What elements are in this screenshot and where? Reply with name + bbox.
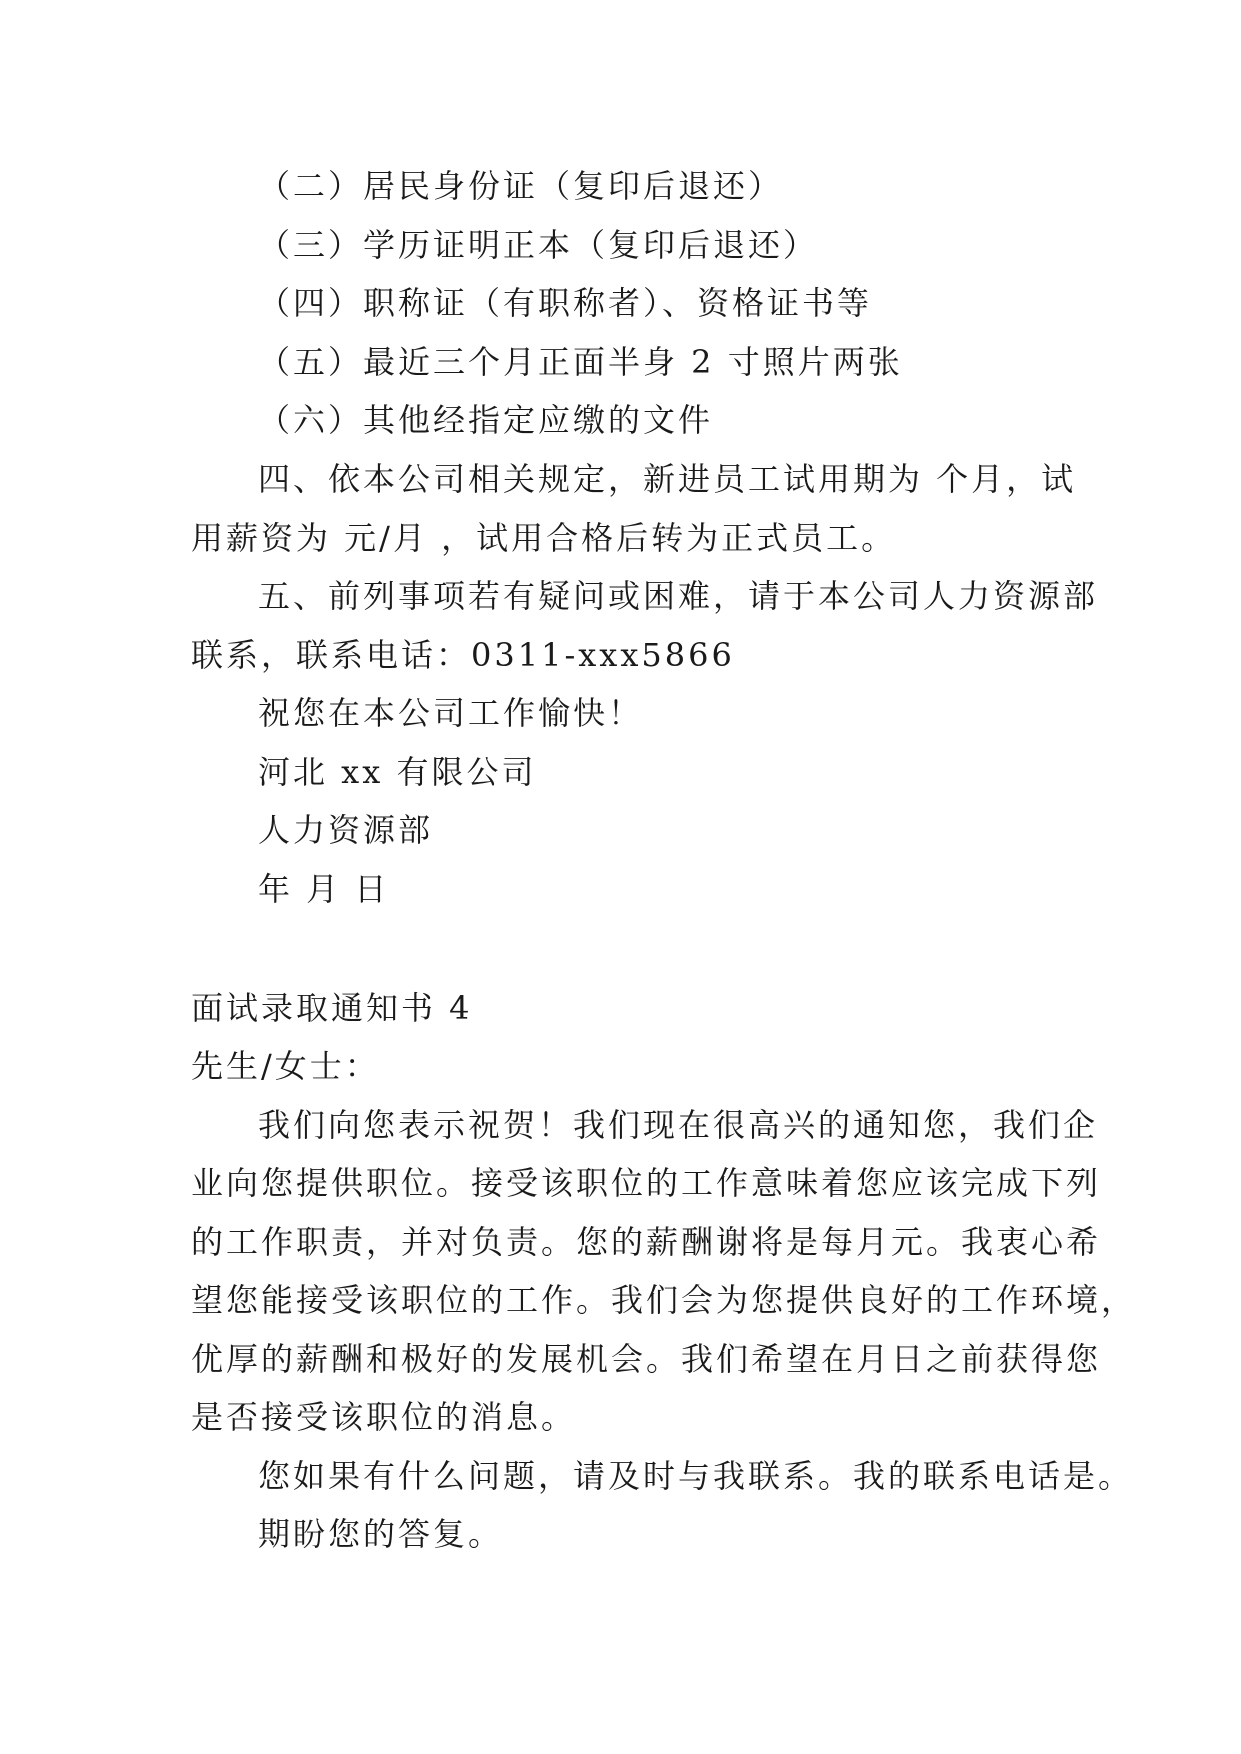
- department-name: 人力资源部: [258, 811, 434, 849]
- probation-clause-line-1: 四、依本公司相关规定，新进员工试用期为 个月，试: [258, 460, 1077, 498]
- body-paragraph-1-line-3: 的工作职责，并对负责。您的薪酬谢将是每月元。我衷心希: [191, 1223, 1102, 1261]
- company-name: 河北 xx 有限公司: [258, 753, 537, 791]
- body-paragraph-1-line-4: 望您能接受该职位的工作。我们会为您提供良好的工作环境，: [191, 1281, 1137, 1319]
- list-item-2: （二）居民身份证（复印后退还）: [258, 167, 784, 205]
- signature-date: 年 月 日: [258, 870, 390, 908]
- letter-title: 面试录取通知书 4: [191, 989, 473, 1027]
- list-item-5: （五）最近三个月正面半身 2 寸照片两张: [258, 343, 903, 381]
- contact-clause-line-2: 联系，联系电话：0311-xxx5866: [191, 636, 735, 674]
- list-item-3: （三）学历证明正本（复印后退还）: [258, 226, 819, 264]
- closing-wish: 祝您在本公司工作愉快！: [258, 694, 644, 732]
- body-paragraph-3: 期盼您的答复。: [258, 1515, 504, 1553]
- body-paragraph-1-line-1: 我们向您表示祝贺！我们现在很高兴的通知您，我们企: [258, 1106, 1099, 1144]
- body-paragraph-2: 您如果有什么问题，请及时与我联系。我的联系电话是。: [258, 1457, 1134, 1495]
- salutation: 先生/女士：: [191, 1047, 380, 1085]
- body-paragraph-1-line-6: 是否接受该职位的消息。: [191, 1398, 577, 1436]
- probation-clause-line-2: 用薪资为 元/月 ，试用合格后转为正式员工。: [191, 519, 897, 557]
- contact-clause-line-1: 五、前列事项若有疑问或困难，请于本公司人力资源部: [258, 577, 1099, 615]
- list-item-6: （六）其他经指定应缴的文件: [258, 401, 714, 439]
- body-paragraph-1-line-5: 优厚的薪酬和极好的发展机会。我们希望在月日之前获得您: [191, 1340, 1102, 1378]
- body-paragraph-1-line-2: 业向您提供职位。接受该职位的工作意味着您应该完成下列: [191, 1164, 1102, 1202]
- list-item-4: （四）职称证（有职称者）、资格证书等: [258, 284, 873, 322]
